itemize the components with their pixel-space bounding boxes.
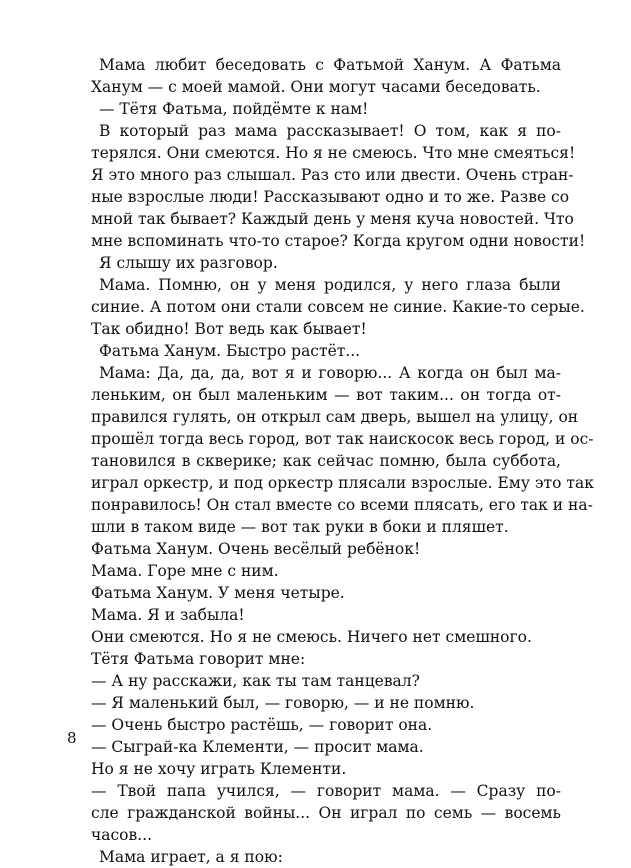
text-line: — Тётя Фатьма, пойдёмте к нам! (99, 100, 369, 118)
text-line: Мама. Горе мне с ним. (91, 562, 279, 580)
text-line: шли в таком виде — вот так руки в боки и пляшет. (91, 518, 509, 536)
text-line: Мама: Да, да, да, вот я и говорю... А когда он был ма- (99, 364, 561, 382)
text-line: Фатьма Ханум. Быстро растёт... (99, 342, 361, 360)
text-line: часов... (91, 826, 153, 844)
text-line: Мама играет, а я пою: (99, 848, 283, 866)
text-line: Мама. Помню, он у меня родился, у него глаза были (99, 276, 561, 294)
text-line: правился гулять, он открыл сам дверь, вышел на улицу, он (91, 408, 579, 426)
text-line: Мама любит беседовать с Фатьмой Ханум. А Фатьма (99, 56, 561, 74)
text-line: Они смеются. Но я не смеюсь. Ничего нет смешного. (91, 628, 532, 646)
text-line: играл оркестр, и под оркестр плясали взрослые. Ему это так (91, 474, 594, 492)
text-line: Я слышу их разговор. (99, 254, 278, 272)
text-line: Фатьма Ханум. Очень весёлый ребёнок! (91, 540, 421, 558)
text-line: мной так бывает? Каждый день у меня куча новостей. Что (91, 210, 574, 228)
text-line: Тётя Фатьма говорит мне: (91, 650, 306, 668)
page-body-text (91, 54, 594, 868)
text-line: — Сыграй-ка Клементи, — просит мама. (91, 738, 424, 756)
text-line: понравилось! Он стал вместе со всеми плясать, его так и на- (91, 496, 593, 514)
text-line: Я это много раз слышал. Раз сто или двести. Очень стран- (91, 166, 574, 184)
text-line: леньким, он был маленьким — вот таким... он тогда от- (91, 386, 561, 404)
text-line: — Очень быстро растёшь, — говорит она. (91, 716, 433, 734)
text-line: — Я маленький был, — говорю, — и не помню. (91, 694, 475, 712)
text-line: Мама. Я и забыла! (91, 606, 245, 624)
text-line: — Твой папа учился, — говорит мама. — Сразу по- (91, 782, 561, 800)
text-line: Фатьма Ханум. У меня четыре. (91, 584, 345, 602)
text-line: Но я не хочу играть Клементи. (91, 760, 347, 778)
text-line: мне вспоминать что-то старое? Когда кругом одни новости! (91, 232, 586, 250)
text-line: В который раз мама рассказывает! О том, как я по- (99, 122, 561, 140)
text-line: терялся. Они смеются. Но я не смеюсь. Что мне смеяться! (91, 144, 576, 162)
text-line: — А ну расскажи, как ты там танцевал? (91, 672, 420, 690)
text-line: синие. А потом они стали совсем не синие. Какие-то серые. (91, 298, 585, 316)
text-line: прошёл тогда весь город, вот так наискосок весь город, и ос- (91, 430, 594, 448)
page-number: 8 (67, 729, 77, 747)
text-line: тановился в скверике; как сейчас помню, была суббота, (91, 452, 561, 470)
text-line: Так обидно! Вот ведь как бывает! (91, 320, 367, 338)
text-line: сле гражданской войны... Он играл по семь — восемь (91, 804, 561, 822)
text-line: Ханум — с моей мамой. Они могут часами беседовать. (91, 78, 541, 96)
text-line: ные взрослые люди! Рассказывают одно и то же. Разве со (91, 188, 570, 206)
